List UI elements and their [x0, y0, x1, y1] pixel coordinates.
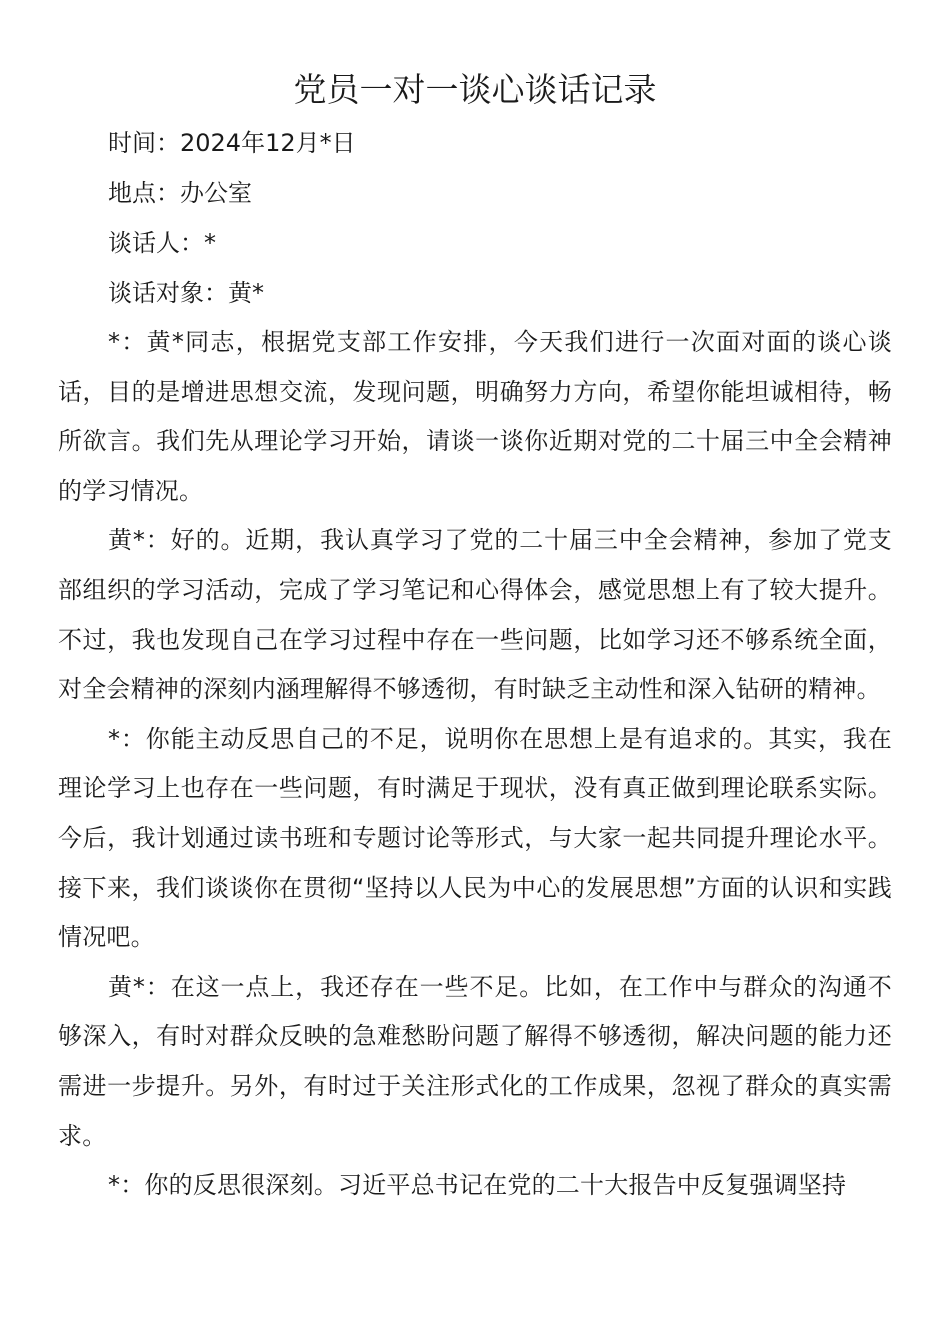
- meta-interviewee: 谈话对象：黄*: [108, 279, 264, 307]
- paragraph-2: 黄*：好的。近期，我认真学习了党的二十届三中全会精神，参加了党支部组织的学习活动，完成了学习笔记和心得体会，感觉思想上有了较大提升。不过，我也发现自己在学习过程中存在一些问题，比如学习还不够系统全面，对全会精神的深刻内涵理解得不够透彻，有时缺乏主动性和深入钻研的精神。: [58, 526, 892, 704]
- document-page: [58, 62, 892, 1211]
- document-title: 党员一对一谈心谈话记录: [293, 70, 657, 109]
- paragraph-5: *：你的反思很深刻。习近平总书记在党的二十大报告中反复强调坚持: [108, 1171, 847, 1200]
- paragraph-1: *：黄*同志，根据党支部工作安排，今天我们进行一次面对面的谈心谈话，目的是增进思想交流，发现问题，明确努力方向，希望你能坦诚相待，畅所欲言。我们先从理论学习开始，请谈一谈你近期对党的二十届三中全会精神的学习情况。: [58, 328, 892, 505]
- paragraph-3: *：你能主动反思自己的不足，说明你在思想上是有追求的。其实，我在理论学习上也存在一些问题，有时满足于现状，没有真正做到理论联系实际。今后，我计划通过读书班和专题讨论等形式，与大家一起共同提升理论水平。接下来，我们谈谈你在贯彻“坚持以人民为中心的发展思想”方面的认识和实践情况吧。: [58, 724, 892, 952]
- meta-interviewer: 谈话人：*: [108, 229, 216, 257]
- paragraph-4: 黄*：在这一点上，我还存在一些不足。比如，在工作中与群众的沟通不够深入，有时对群众反映的急难愁盼问题了解得不够透彻，解决问题的能力还需进一步提升。另外，有时过于关注形式化的工作成果，忽视了群众的真实需求。: [58, 972, 892, 1150]
- meta-location: 地点：办公室: [108, 179, 252, 207]
- meta-time: 时间：2024年12月*日: [108, 129, 356, 157]
